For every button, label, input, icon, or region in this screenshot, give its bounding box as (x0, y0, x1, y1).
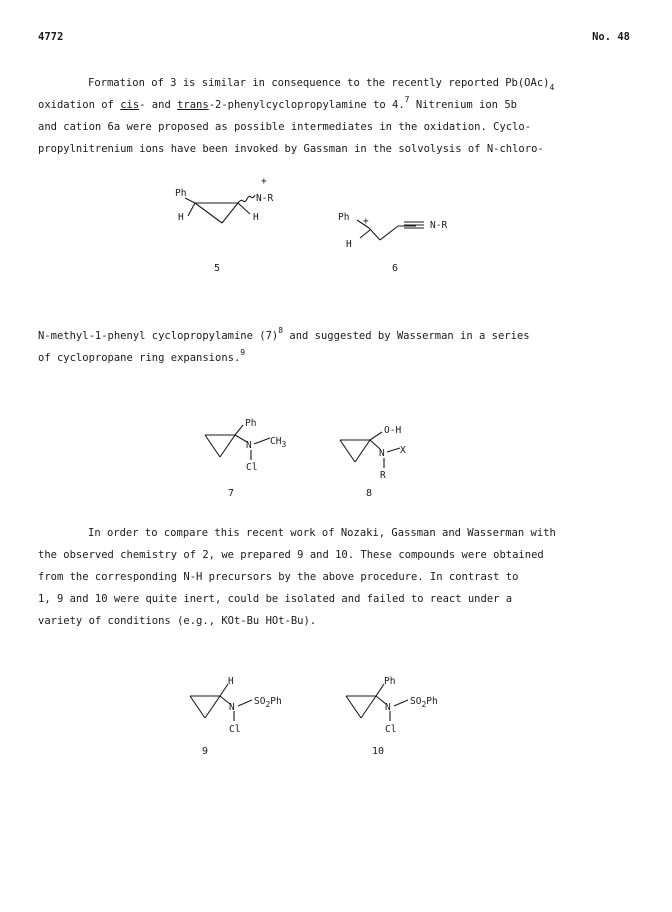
structure-10 (346, 684, 408, 721)
italic-cis: cis (120, 99, 140, 111)
s6-h: H (346, 239, 352, 250)
s5-plus: + (261, 176, 267, 187)
paragraph-3 (38, 522, 638, 634)
page-number: 4772 (38, 31, 64, 43)
s6-nr: N-R (430, 220, 448, 231)
text-line: In order to compare this recent work of Nozaki, Gassman and Wasserman with (88, 527, 556, 539)
text-line: of cyclopropane ring expansions.$^9$ (38, 348, 246, 364)
paragraph-1 (38, 72, 638, 162)
paragraph-2 (38, 325, 638, 371)
s5-nr: N-R (256, 193, 274, 204)
structure-8 (340, 432, 400, 468)
text-line: 1, 9 and 10 were quite inert, could be isolated and failed to react under a (38, 593, 513, 605)
text-line: from the corresponding N-H precursors by the above procedure. In contrast to (38, 571, 519, 583)
s6-plus: + (363, 216, 369, 227)
text-line: the observed chemistry of 2, we prepared 9 and 10. These compounds were obtained (38, 549, 544, 561)
issue-number: No. 48 (592, 31, 630, 43)
s6-number: 6 (392, 263, 399, 274)
text-line: oxidation of cis- and trans-2-phenylcyclopropylamine to 4.$^7$ Nitrenium ion 5b (38, 95, 517, 111)
s10-so2ph: $SO_2Ph$ (410, 696, 438, 709)
italic-trans: trans (177, 99, 209, 111)
structures-9-10 (180, 668, 480, 768)
text-line: propylnitrenium ions have been invoked by Gassman in the solvolysis of N-chloro- (38, 143, 544, 155)
s8-oh: O-H (384, 425, 402, 436)
s5-number: 5 (214, 263, 221, 274)
structure-9 (190, 684, 252, 721)
s7-ch3: $CH_3$ (270, 436, 287, 449)
s9-h: H (228, 676, 234, 687)
text-line: Formation of 3 is similar in consequence to the recently reported $Pb(OAc)_4$ (88, 77, 555, 92)
structure-5 (185, 195, 255, 223)
s8-r: R (380, 470, 386, 481)
text-line: variety of conditions (e.g., KOt-Bu HOt-Bu). (38, 615, 317, 627)
structures-5-6 (160, 158, 480, 288)
s9-number: 9 (202, 746, 209, 757)
s8-x: X (400, 445, 406, 456)
s9-cl: Cl (229, 724, 241, 735)
s10-number: 10 (372, 746, 385, 757)
s10-ph: Ph (384, 676, 396, 687)
s8-n: N (379, 448, 385, 459)
s5-ph: Ph (175, 188, 187, 199)
s9-so2ph: $SO_2Ph$ (254, 696, 282, 709)
s10-n: N (385, 702, 391, 713)
structures-7-8 (190, 410, 430, 510)
s9-n: N (229, 702, 235, 713)
s5-h-left: H (178, 212, 184, 223)
s7-ph: Ph (245, 418, 257, 429)
structure-7 (205, 425, 270, 460)
s7-number: 7 (228, 488, 235, 499)
s5-h-right: H (253, 212, 259, 223)
s6-ph: Ph (338, 212, 350, 223)
s8-number: 8 (366, 488, 373, 499)
text-line: and cation 6a were proposed as possible intermediates in the oxidation. Cyclo- (38, 121, 532, 133)
s10-cl: Cl (385, 724, 397, 735)
text-line: N-methyl-1-phenyl cyclopropylamine $(7)^8$ and suggested by Wasserman in a series (38, 326, 530, 342)
s7-cl: Cl (246, 462, 258, 473)
s7-n: N (246, 440, 252, 451)
